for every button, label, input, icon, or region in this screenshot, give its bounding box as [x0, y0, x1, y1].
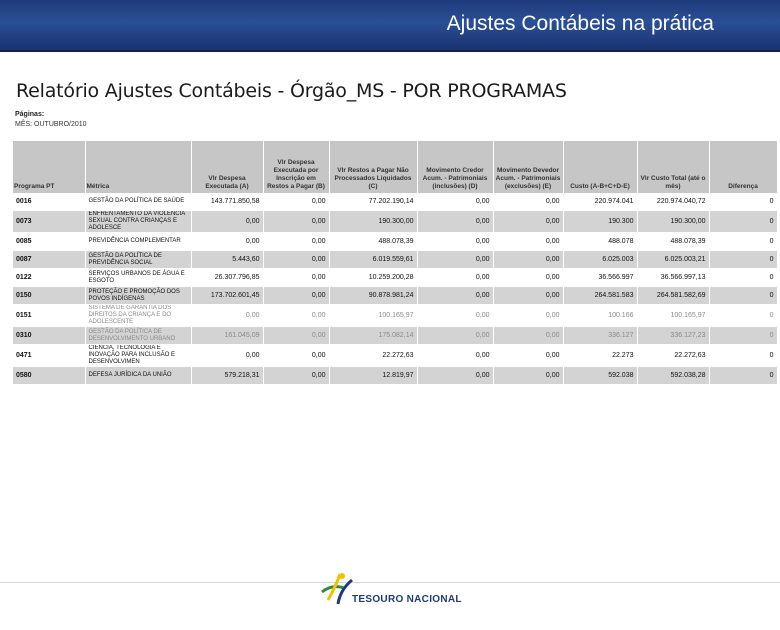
program-name-cell: GESTÃO DA POLÍTICA DE PREVIDÊNCIA SOCIAL	[85, 251, 191, 269]
custo-total-cell: 336.127,23	[637, 327, 709, 345]
table-row	[13, 193, 777, 211]
tesouro-nacional-logo	[318, 570, 478, 610]
diferenca-cell: 0	[709, 367, 777, 385]
custo-total-cell: 36.566.997,13	[637, 269, 709, 287]
custo-cell: 22.273	[563, 345, 637, 367]
pages-label: Páginas:	[15, 111, 45, 118]
column-header: Programa PT	[13, 141, 85, 193]
custo-cell: 36.566.997	[563, 269, 637, 287]
rap-liquidados-cell: 77.202.190,14	[329, 193, 417, 211]
custo-cell: 6.025.003	[563, 251, 637, 269]
inscricao-rap-cell: 0,00	[263, 211, 329, 233]
column-header: Vlr Restos a Pagar Não Processados Liquidados (C)	[329, 141, 417, 193]
custo-cell: 220.974.041	[563, 193, 637, 211]
custo-cell: 488.078	[563, 233, 637, 251]
column-header: Diferença	[709, 141, 777, 193]
despesa-executada-cell: 143.771.850,58	[191, 193, 263, 211]
table-row	[13, 251, 777, 269]
table-header-row	[13, 141, 777, 193]
rap-liquidados-cell: 175.082,14	[329, 327, 417, 345]
diferenca-cell: 0	[709, 287, 777, 305]
movimento-devedor-cell: 0,00	[493, 345, 563, 367]
program-name-cell: SERVIÇOS URBANOS DE ÁGUA E ESGOTO	[85, 269, 191, 287]
diferenca-cell: 0	[709, 327, 777, 345]
custo-total-cell: 592.038,28	[637, 367, 709, 385]
movimento-devedor-cell: 0,00	[493, 327, 563, 345]
despesa-executada-cell: 579.218,31	[191, 367, 263, 385]
program-name-cell: ENFRENTAMENTO DA VIOLÊNCIA SEXUAL CONTRA CRIANÇAS E ADOLESCE	[85, 211, 191, 233]
movimento-credor-cell: 0,00	[417, 233, 493, 251]
movimento-devedor-cell: 0,00	[493, 367, 563, 385]
rap-liquidados-cell: 10.259.200,28	[329, 269, 417, 287]
custo-total-cell: 488.078,39	[637, 233, 709, 251]
program-code-cell: 0016	[13, 193, 85, 211]
table-row	[13, 345, 777, 367]
table-row	[13, 367, 777, 385]
program-name-cell: CIÊNCIA, TECNOLOGIA E INOVAÇÃO PARA INCLUSÃO E DESENVOLVIMEN	[85, 345, 191, 367]
movimento-devedor-cell: 0,00	[493, 251, 563, 269]
custo-total-cell: 100.165,97	[637, 305, 709, 327]
movimento-credor-cell: 0,00	[417, 211, 493, 233]
diferenca-cell: 0	[709, 251, 777, 269]
inscricao-rap-cell: 0,00	[263, 251, 329, 269]
program-code-cell: 0310	[13, 327, 85, 345]
table-body	[13, 193, 777, 385]
movimento-credor-cell: 0,00	[417, 287, 493, 305]
despesa-executada-cell: 5.443,60	[191, 251, 263, 269]
program-name-cell: GESTÃO DA POLÍTICA DE SAÚDE	[85, 193, 191, 211]
program-name-cell: GESTÃO DA POLÍTICA DE DESENVOLVIMENTO URBANO	[85, 327, 191, 345]
movimento-devedor-cell: 0,00	[493, 305, 563, 327]
movimento-devedor-cell: 0,00	[493, 287, 563, 305]
program-name-cell: DEFESA JURÍDICA DA UNIÃO	[85, 367, 191, 385]
custo-total-cell: 220.974.040,72	[637, 193, 709, 211]
movimento-devedor-cell: 0,00	[493, 193, 563, 211]
table-row	[13, 327, 777, 345]
custo-total-cell: 190.300,00	[637, 211, 709, 233]
rap-liquidados-cell: 100.165,97	[329, 305, 417, 327]
movimento-credor-cell: 0,00	[417, 193, 493, 211]
report-title: Relatório Ajustes Contábeis - Órgão_MS - POR PROGRAMAS	[16, 80, 567, 102]
program-code-cell: 0150	[13, 287, 85, 305]
custo-total-cell: 6.025.003,21	[637, 251, 709, 269]
movimento-credor-cell: 0,00	[417, 367, 493, 385]
custo-cell: 100.166	[563, 305, 637, 327]
movimento-devedor-cell: 0,00	[493, 269, 563, 287]
inscricao-rap-cell: 0,00	[263, 305, 329, 327]
inscricao-rap-cell: 0,00	[263, 269, 329, 287]
column-header: Movimento Credor Acum. - Patrimoniais (inclusões) (D)	[417, 141, 493, 193]
column-header: Vlr Despesa Executada (A)	[191, 141, 263, 193]
inscricao-rap-cell: 0,00	[263, 287, 329, 305]
inscricao-rap-cell: 0,00	[263, 233, 329, 251]
inscricao-rap-cell: 0,00	[263, 367, 329, 385]
rap-liquidados-cell: 12.819,97	[329, 367, 417, 385]
custo-total-cell: 264.581.582,69	[637, 287, 709, 305]
rap-liquidados-cell: 90.878.981,24	[329, 287, 417, 305]
inscricao-rap-cell: 0,00	[263, 193, 329, 211]
rap-liquidados-cell: 488.078,39	[329, 233, 417, 251]
table-row	[13, 269, 777, 287]
program-code-cell: 0580	[13, 367, 85, 385]
diferenca-cell: 0	[709, 211, 777, 233]
logo-text: TESOURO NACIONAL	[352, 594, 462, 605]
table-row	[13, 305, 777, 327]
custo-cell: 336.127	[563, 327, 637, 345]
table-row	[13, 287, 777, 305]
column-header: Custo (A-B+C+D-E)	[563, 141, 637, 193]
diferenca-cell: 0	[709, 345, 777, 367]
movimento-devedor-cell: 0,00	[493, 211, 563, 233]
despesa-executada-cell: 173.702.601,45	[191, 287, 263, 305]
movimento-credor-cell: 0,00	[417, 269, 493, 287]
program-code-cell: 0087	[13, 251, 85, 269]
rap-liquidados-cell: 22.272,63	[329, 345, 417, 367]
column-header: Métrica	[85, 141, 191, 193]
diferenca-cell: 0	[709, 233, 777, 251]
program-code-cell: 0085	[13, 233, 85, 251]
despesa-executada-cell: 161.045,09	[191, 327, 263, 345]
rap-liquidados-cell: 6.019.559,61	[329, 251, 417, 269]
inscricao-rap-cell: 0,00	[263, 327, 329, 345]
diferenca-cell: 0	[709, 193, 777, 211]
movimento-credor-cell: 0,00	[417, 327, 493, 345]
custo-total-cell: 22.272,63	[637, 345, 709, 367]
table-row	[13, 233, 777, 251]
inscricao-rap-cell: 0,00	[263, 345, 329, 367]
program-code-cell: 0471	[13, 345, 85, 367]
month-label: MÊS: OUTUBRO/2010	[15, 121, 87, 128]
movimento-credor-cell: 0,00	[417, 305, 493, 327]
diferenca-cell: 0	[709, 269, 777, 287]
despesa-executada-cell: 0,00	[191, 345, 263, 367]
movimento-devedor-cell: 0,00	[493, 233, 563, 251]
program-code-cell: 0073	[13, 211, 85, 233]
movimento-credor-cell: 0,00	[417, 251, 493, 269]
despesa-executada-cell: 0,00	[191, 211, 263, 233]
custo-cell: 592.038	[563, 367, 637, 385]
program-name-cell: SISTEMA DE GARANTIA DOS DIREITOS DA CRIANÇA E DO ADOLESCENTE	[85, 305, 191, 327]
column-header: Movimento Devedor Acum. - Patrimoniais (exclusões) (E)	[493, 141, 563, 193]
program-name-cell: PROTEÇÃO E PROMOÇÃO DOS POVOS INDÍGENAS	[85, 287, 191, 305]
column-header: Vlr Custo Total (até o mês)	[637, 141, 709, 193]
movimento-credor-cell: 0,00	[417, 345, 493, 367]
custo-cell: 190.300	[563, 211, 637, 233]
slide-header-banner	[0, 0, 780, 52]
despesa-executada-cell: 0,00	[191, 305, 263, 327]
slide-title: Ajustes Contábeis na prática	[446, 12, 714, 35]
diferenca-cell: 0	[709, 305, 777, 327]
program-code-cell: 0151	[13, 305, 85, 327]
program-code-cell: 0122	[13, 269, 85, 287]
custo-cell: 264.581.583	[563, 287, 637, 305]
table-row	[13, 211, 777, 233]
column-header: Vlr Despesa Executada por Inscrição em Restos a Pagar (B)	[263, 141, 329, 193]
despesa-executada-cell: 26.307.796,85	[191, 269, 263, 287]
program-name-cell: PREVIDÊNCIA COMPLEMENTAR	[85, 233, 191, 251]
despesa-executada-cell: 0,00	[191, 233, 263, 251]
report-table	[13, 141, 778, 385]
rap-liquidados-cell: 190.300,00	[329, 211, 417, 233]
